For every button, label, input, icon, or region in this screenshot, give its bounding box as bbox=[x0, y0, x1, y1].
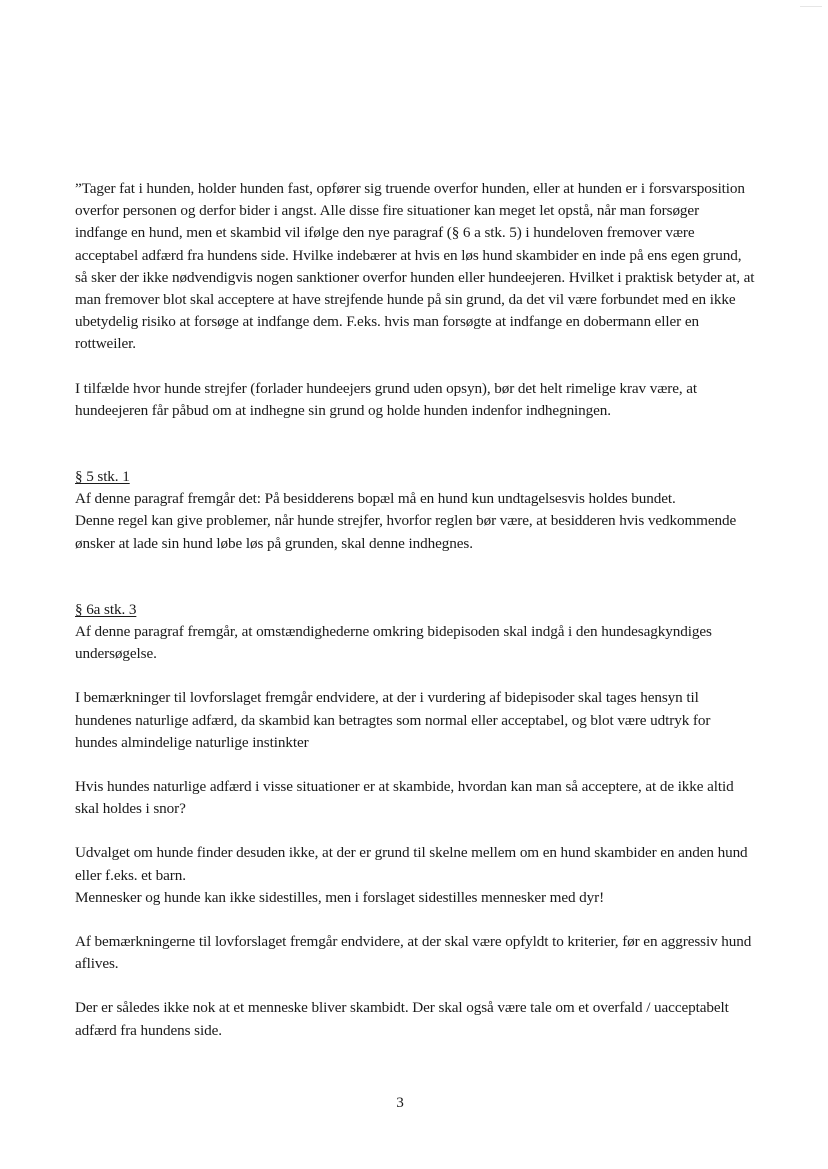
section-5-line-2: Denne regel kan give problemer, når hunde strejfer, hvorfor reglen bør være, at besidderen hvis vedkommende ønsker at lade sin hund løbe løs på grunden, skal denne indhegnes. bbox=[75, 512, 737, 552]
section-5-stk-1 bbox=[75, 466, 755, 555]
section-6a-paragraph-1: I bemærkninger til lovforslaget fremgår endvidere, at der i vurdering af bidepisoder skal tages hensyn til hundenes naturlige adfærd, da skambid kan betragtes som normal eller acceptabel, og blot være udtryk for hundes almindelige naturlige instinkter bbox=[75, 689, 711, 751]
section-6a-heading: § 6a stk. 3 bbox=[75, 600, 137, 618]
section-5-heading: § 5 stk. 1 bbox=[75, 468, 130, 486]
section-6a-paragraph-2: Hvis hundes naturlige adfærd i visse situationer er at skambide, hvordan kan man så acceptere, at de ikke altid skal holdes i snor? bbox=[75, 778, 734, 818]
page-number: 3 bbox=[396, 1094, 404, 1111]
document-body bbox=[75, 178, 755, 1064]
section-6a-paragraph-4: Af bemærkningerne til lovforslaget fremgår endvidere, at der skal være opfyldt to kriterier, før en aggressiv hund aflives. bbox=[75, 933, 752, 973]
section-6a-paragraph-5: Der er således ikke nok at et menneske bliver skambidt. Der skal også være tale om et overfald / uacceptabelt adfærd fra hundens side. bbox=[75, 999, 729, 1039]
scan-corner-mark bbox=[800, 6, 822, 7]
section-6a-block bbox=[75, 599, 755, 666]
intro-paragraph-2: I tilfælde hvor hunde strejfer (forlader hundeejers grund uden opsyn), bør det helt rimelige krav være, at hundeejeren får påbud om at indhegne sin grund og holde hunden indenfor indhegningen. bbox=[75, 379, 698, 419]
section-5-line-1: Af denne paragraf fremgår det: På besidderens bopæl må en hund kun undtagelsesvis holdes bundet. bbox=[75, 490, 676, 508]
intro-paragraph-1: ”Tager fat i hunden, holder hunden fast, opfører sig truende overfor hunden, eller at hunden er i forsvarsposition overfor personen og derfor bider i angst. Alle disse fire situationer kan meget let opstå, når man forsøger indfange en hund, men et skambid vil ifølge den nye paragraf (§ 6 a stk. 5) i hundeloven fremover være acceptabel adfærd fra hundens side. Hvilke indebærer at hvis en løs hund skambider en inde på ens egen grund, så sker der ikke nødvendigvis nogen sanktioner overfor hunden eller hundeejeren. Hvilket i praktisk betyder at, at man fremover blot skal acceptere at have strejfende hunde på sin grund, da det vil være forbundet med en ikke ubetydelig risiko at forsøge at indfange dem. F.eks. hvis man forsøgte at indfange en dobermann eller en rottweiler. bbox=[75, 180, 755, 353]
section-6a-paragraph-3b: Mennesker og hunde kan ikke sidestilles, men i forslaget sidestilles mennesker med dyr! bbox=[75, 888, 605, 906]
section-6a-stk-3 bbox=[75, 599, 755, 1042]
section-6a-paragraph-3a: Udvalget om hunde finder desuden ikke, at der er grund til skelne mellem om en hund skambider en anden hund eller f.eks. et barn. bbox=[75, 844, 748, 884]
section-6a-intro: Af denne paragraf fremgår, at omstændighederne omkring bidepisoden skal indgå i den hundesagkyndiges undersøgelse. bbox=[75, 623, 712, 663]
section-5-block bbox=[75, 466, 755, 510]
